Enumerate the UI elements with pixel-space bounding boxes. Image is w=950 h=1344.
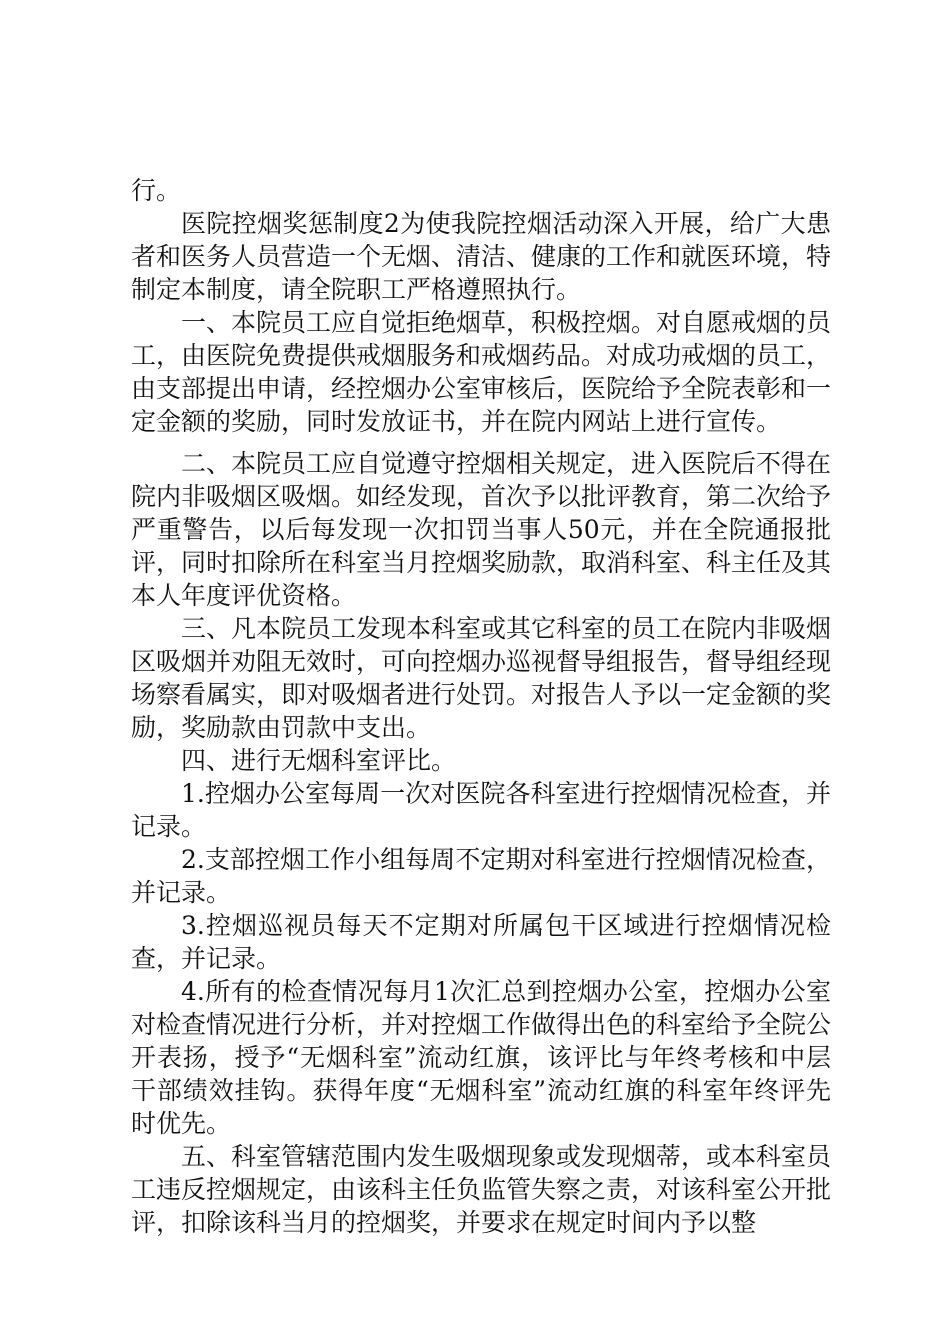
paragraph-rule-3: 三、凡本院员工发现本科室或其它科室的员工在院内非吸烟区吸烟并劝阻无效时，可向控烟办巡视督导组报告，督导组经现场察看属实，即对吸烟者进行处罚。对报告人予以一定金额的奖励，奖励款由罚款中支出。 xyxy=(131,614,832,742)
paragraph-rule-5: 五、科室管辖范围内发生吸烟现象或发现烟蒂，或本科室员工违反控烟规定，由该科主任负监管失察之责，对该科室公开批评，扣除该科当月的控烟奖，并要求在规定时间内予以整 xyxy=(131,1142,832,1237)
paragraph-continuation: 行。 xyxy=(131,176,182,205)
paragraph-intro: 医院控烟奖惩制度2为使我院控烟活动深入开展，给广大患者和医务人员营造一个无烟、清洁、健康的工作和就医环境，特制定本制度，请全院职工严格遵照执行。 xyxy=(131,209,832,304)
paragraph-rule-4: 四、进行无烟科室评比。 xyxy=(181,746,457,775)
paragraph-item-3: 3.控烟巡视员每天不定期对所属包干区域进行控烟情况检查，并记录。 xyxy=(131,911,831,973)
paragraph-item-2: 2.支部控烟工作小组每周不定期对科室进行控烟情况检查，并记录。 xyxy=(131,845,831,907)
paragraph-rule-1: 一、本院员工应自觉拒绝烟草，积极控烟。对自愿戒烟的员工，由医院免费提供戒烟服务和戒烟药品。对成功戒烟的员工，由支部提出申请，经控烟办公室审核后，医院给予全院表彰和一定金额的奖励，同时发放证书，并在院内网站上进行宣传。 xyxy=(131,308,832,436)
paragraph-rule-2: 二、本院员工应自觉遵守控烟相关规定，进入医院后不得在院内非吸烟区吸烟。如经发现，首次予以批评教育，第二次给予严重警告，以后每发现一次扣罚当事人50元，并在全院通报批评，同时扣除所在科室当月控烟奖励款，取消科室、科主任及其本人年度评优资格。 xyxy=(131,449,832,610)
document-body xyxy=(131,174,831,1239)
paragraph-item-1: 1.控烟办公室每周一次对医院各科室进行控烟情况检查，并记录。 xyxy=(131,779,831,841)
paragraph-item-4: 4.所有的检查情况每月1次汇总到控烟办公室，控烟办公室对检查情况进行分析，并对控烟工作做得出色的科室给予全院公开表扬，授予“无烟科室”流动红旗，该评比与年终考核和中层干部绩效挂钩。获得年度“无烟科室”流动红旗的科室年终评先时优先。 xyxy=(131,977,832,1138)
